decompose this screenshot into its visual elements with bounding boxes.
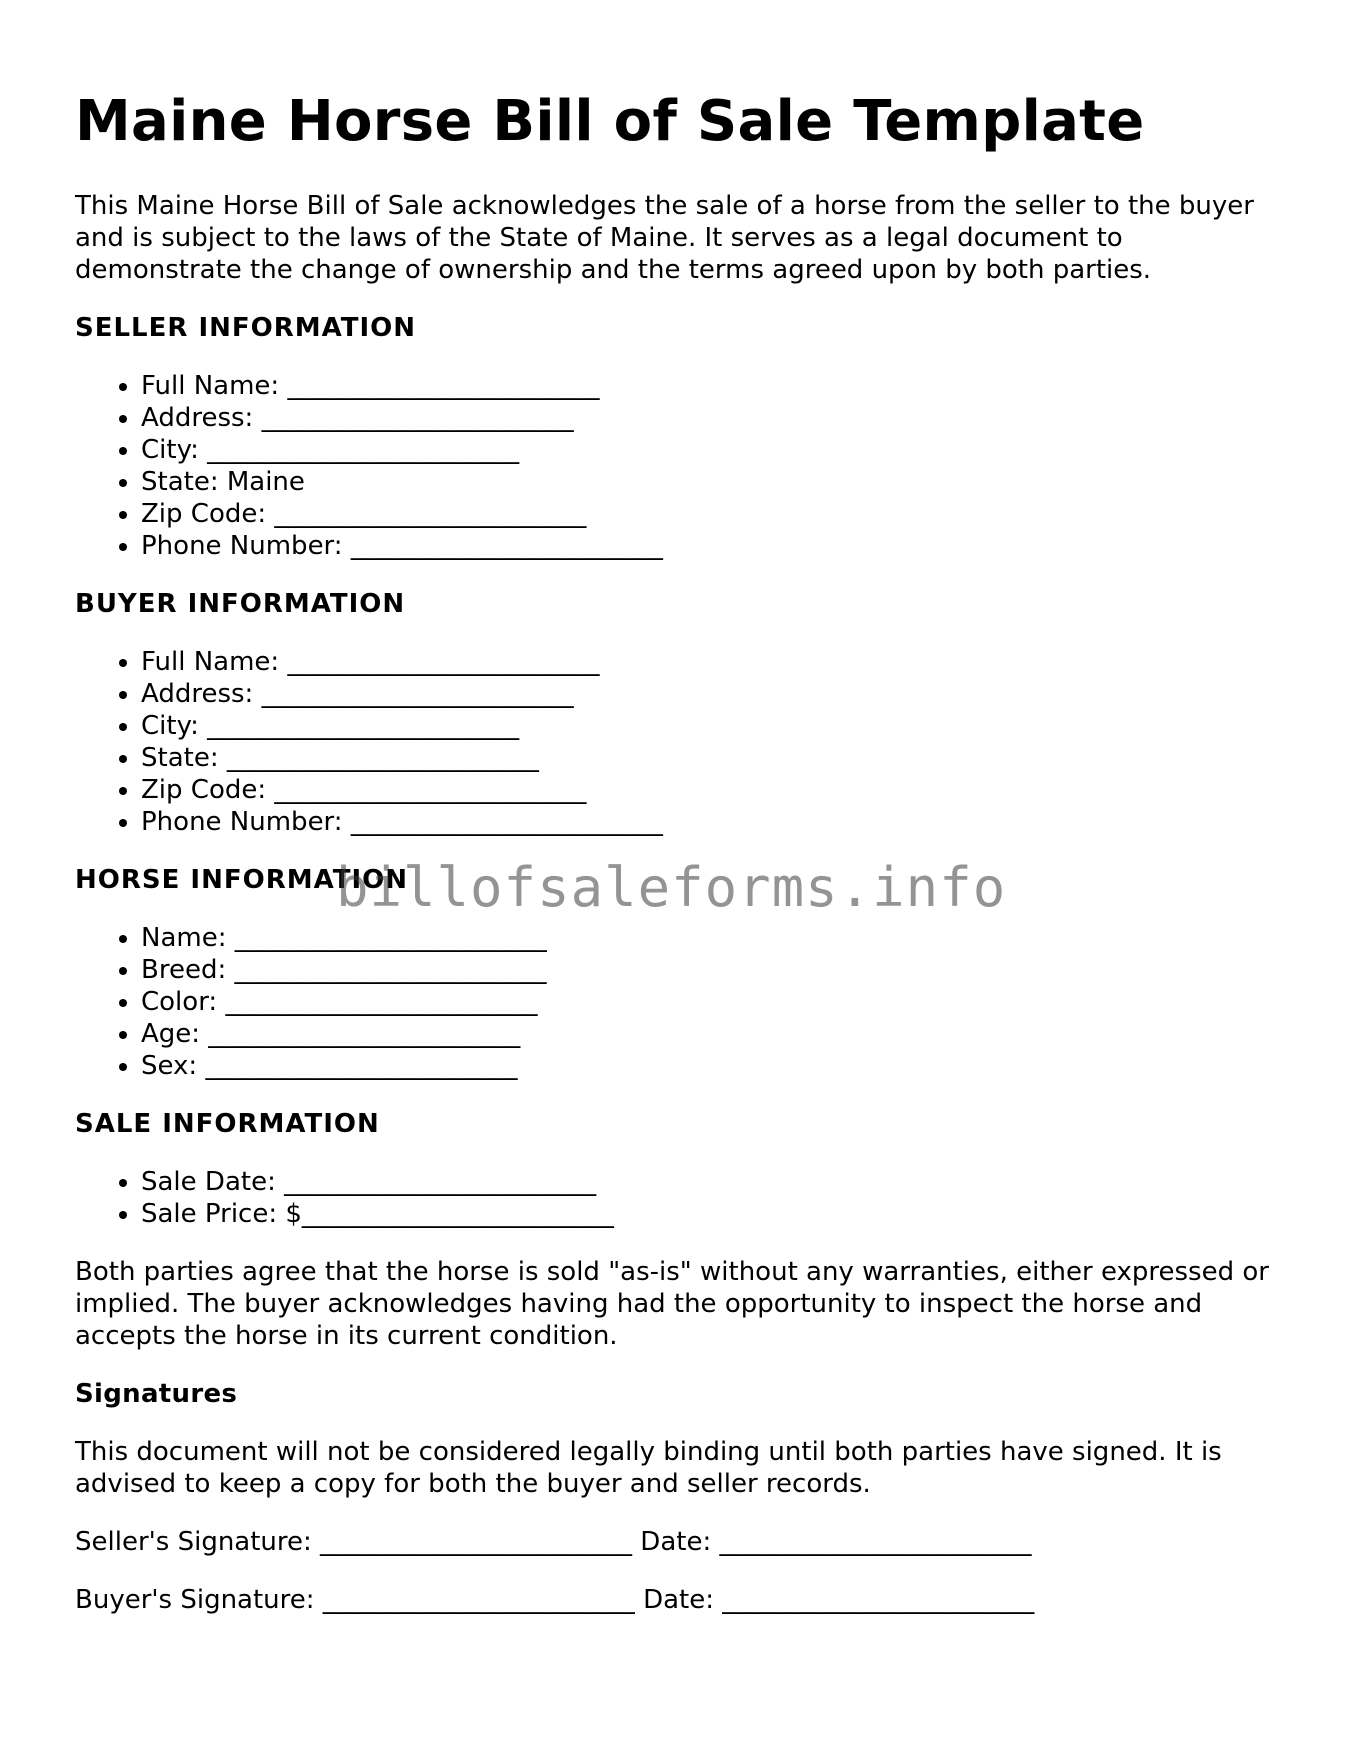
signatures-note: This document will not be considered legally binding until both parties have signed. It is advised to keep a copy for both the buyer and seller records.	[75, 1437, 1222, 1499]
buyer-state-field: • State: ________________________	[141, 742, 1295, 774]
buyer-phone-number-field: • Phone Number: ________________________	[141, 806, 1295, 838]
document-title: Maine Horse Bill of Sale Template	[75, 89, 1145, 154]
watermark-text: billofsaleforms.info	[336, 856, 1007, 919]
sale-price-field: • Sale Price: $________________________	[141, 1198, 1295, 1230]
buyer-section-heading: BUYER INFORMATION	[75, 589, 406, 619]
seller-full-name-field: • Full Name: ________________________	[141, 370, 1295, 402]
document-page	[75, 88, 1295, 1642]
horse-field-list	[75, 922, 1295, 1082]
horse-name-field: • Name: ________________________	[141, 922, 1295, 954]
seller-state-field: • State: Maine	[141, 466, 1295, 498]
seller-city-field: • City: ________________________	[141, 434, 1295, 466]
seller-phone-number-field: • Phone Number: ________________________	[141, 530, 1295, 562]
buyer-city-field: • City: ________________________	[141, 710, 1295, 742]
horse-color-field: • Color: ________________________	[141, 986, 1295, 1018]
signatures-heading: Signatures	[75, 1379, 238, 1409]
horse-section-heading: HORSE INFORMATION	[75, 865, 408, 895]
buyer-field-list	[75, 646, 1295, 838]
horse-sex-field: • Sex: ________________________	[141, 1050, 1295, 1082]
seller-section-heading: SELLER INFORMATION	[75, 313, 417, 343]
buyer-zip-code-field: • Zip Code: ________________________	[141, 774, 1295, 806]
intro-paragraph: This Maine Horse Bill of Sale acknowledges the sale of a horse from the seller to the buyer and is subject to the laws of the State of Maine. It serves as a legal document to demonstrate the change of ownership and the terms agreed upon by both parties.	[75, 191, 1254, 285]
seller-signature-line: Seller's Signature: ________________________ Date: ________________________	[75, 1527, 1032, 1557]
seller-field-list	[75, 370, 1295, 562]
sale-section-heading: SALE INFORMATION	[75, 1109, 380, 1139]
buyer-address-field: • Address: ________________________	[141, 678, 1295, 710]
seller-zip-code-field: • Zip Code: ________________________	[141, 498, 1295, 530]
buyer-signature-line: Buyer's Signature: ________________________ Date: ________________________	[75, 1585, 1035, 1615]
sale-date-field: • Sale Date: ________________________	[141, 1166, 1295, 1198]
seller-address-field: • Address: ________________________	[141, 402, 1295, 434]
horse-breed-field: • Breed: ________________________	[141, 954, 1295, 986]
buyer-full-name-field: • Full Name: ________________________	[141, 646, 1295, 678]
horse-age-field: • Age: ________________________	[141, 1018, 1295, 1050]
sale-field-list	[75, 1166, 1295, 1230]
as-is-disclaimer: Both parties agree that the horse is sold "as-is" without any warranties, either expressed or implied. The buyer acknowledges having had the opportunity to inspect the horse and accepts the horse in its current condition.	[75, 1257, 1269, 1351]
